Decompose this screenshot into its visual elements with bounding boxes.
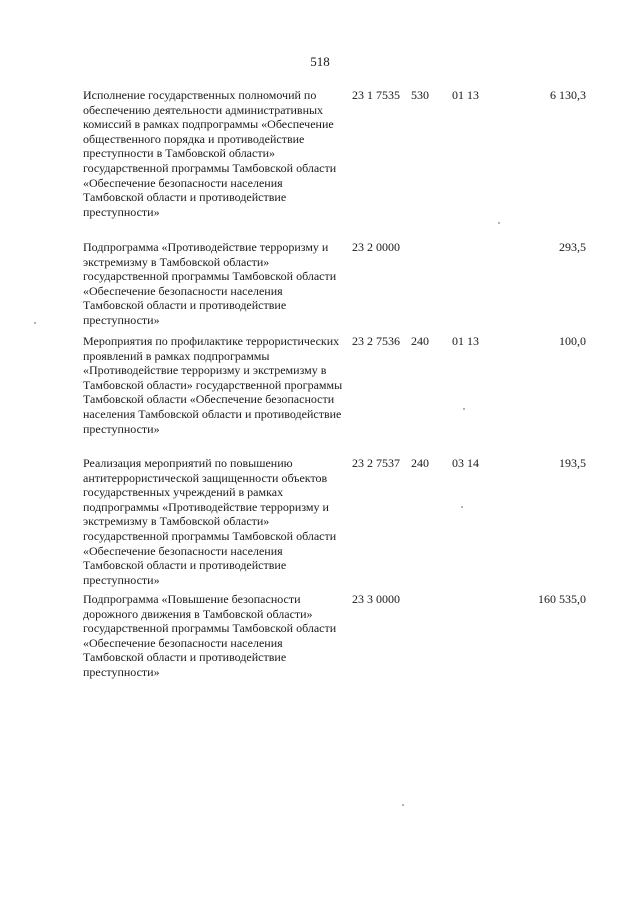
amount: 160 535,0 [538,592,586,606]
section-subsection-code: 01 13 [452,88,479,102]
row-description: Реализация мероприятий по повышению антитеррористической защищенности объектов государственных учреждений в рамках подпрограммы «Противодействие терроризму и экстремизму в Тамбовской области» государственной программы Тамбовской области «Обеспечение безопасности населения Тамбовской области и противодействие преступности» [83,456,337,587]
section-subsection-code: 03 14 [452,456,479,470]
section-subsection-code: 01 13 [452,334,479,348]
row-description: Подпрограмма «Противодействие терроризму и экстремизму в Тамбовской области» государственной программы Тамбовской области «Обеспечение безопасности населения Тамбовской области и противодействие преступности» [83,240,337,327]
amount: 6 130,3 [550,88,586,102]
table-row [0,240,640,330]
scan-speck [463,408,465,410]
row-description: Мероприятия по профилактике террористических проявлений в рамках подпрограммы «Противодействие терроризму и экстремизму в Тамбовской области» государственной программы Тамбовской области «Обеспечение безопасности населения Тамбовской области и противодействие преступности» [83,334,343,436]
table-row [0,334,640,454]
row-description: Подпрограмма «Повышение безопасности дорожного движения в Тамбовской области» государственной программы Тамбовской области «Обеспечение безопасности населения Тамбовской области и противодействие преступности» [83,592,337,679]
table-row [0,456,640,588]
expense-type-code: 240 [411,456,429,470]
scan-speck [34,322,36,324]
amount: 293,5 [559,240,586,254]
target-article-code: 23 2 7536 [352,334,400,348]
page-number: 518 [310,54,330,69]
amount: 100,0 [559,334,586,348]
expense-type-code: 530 [411,88,429,102]
target-article-code: 23 3 0000 [352,592,400,606]
target-article-code: 23 2 0000 [352,240,400,254]
table-row [0,88,640,234]
amount: 193,5 [559,456,586,470]
expense-type-code: 240 [411,334,429,348]
scan-speck [461,506,463,508]
row-description: Исполнение государственных полномочий по обеспечению деятельности административных комиссий в рамках подпрограммы «Обеспечение общественного порядка и противодействие преступности в Тамбовской области» государственной программы Тамбовской области «Обеспечение безопасности населения Тамбовской области и противодействие преступности» [83,88,337,219]
target-article-code: 23 1 7535 [352,88,400,102]
table-row [0,592,640,684]
target-article-code: 23 2 7537 [352,456,400,470]
scan-speck [402,804,404,806]
scan-speck [498,222,500,224]
